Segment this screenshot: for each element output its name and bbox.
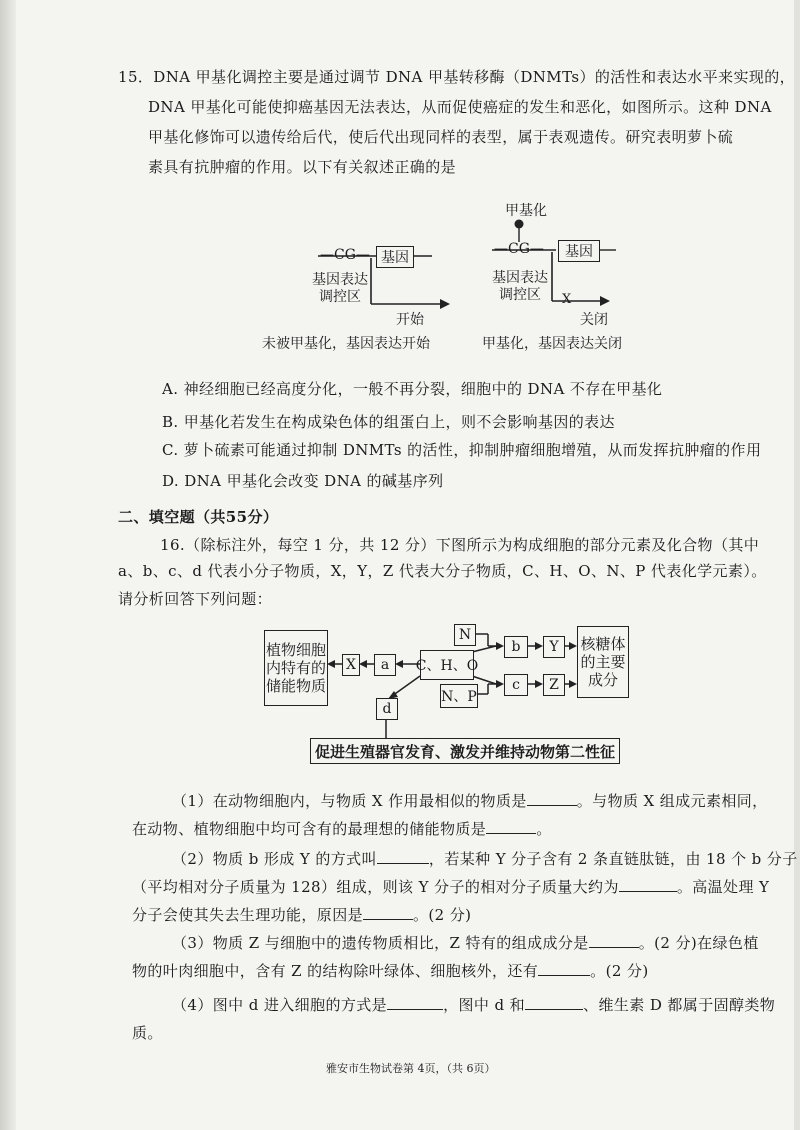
- section-2-title: 二、填空题（共55分）: [118, 508, 279, 526]
- q15-option-b: B. 甲基化若发生在构成染色体的组蛋白上，则不会影响基因的表达: [162, 413, 615, 431]
- n-box: N: [454, 624, 476, 646]
- q16-p2f: 。(2 分): [413, 906, 472, 924]
- left-regulatory-region-label: 基因表达调控区: [312, 272, 368, 305]
- answer-blank-6[interactable]: [589, 933, 639, 948]
- right-cg-label: —CG—: [494, 241, 544, 257]
- q16-intro-line2: a、b、c、d 代表小分子物质，X，Y，Z 代表大分子物质，C、H、O、N、P 代表化学元素）。: [118, 562, 767, 580]
- q16-part1-line2: [132, 818, 552, 839]
- q16-p1a: （1）在动物细胞内，与物质 X 作用最相似的物质是: [172, 792, 527, 810]
- q16-p4c: 、维生素 D 都属于固醇类物: [583, 996, 776, 1014]
- np-box: N、P: [440, 684, 478, 708]
- q16-p1b: 。与物质 X 组成元素相同，: [576, 792, 768, 810]
- q16-part3-line1: [172, 932, 759, 953]
- q16-part4-line2: 质。: [132, 1024, 163, 1042]
- q15-line3: 甲基化修饰可以遗传给后代，使后代出现同样的表型，属于表观遗传。研究表明萝卜硫: [148, 128, 734, 146]
- q16-part4-line1: [172, 994, 775, 1015]
- q16-p4b: ，图中 d 和: [443, 996, 526, 1014]
- cho-box: C、H、O: [420, 650, 474, 680]
- q15-option-c: C. 萝卜硫素可能通过抑制 DNMTs 的活性，抑制肿瘤细胞增殖，从而发挥抗肿瘤的作用: [162, 441, 762, 459]
- q16-part1-line1: [172, 790, 768, 811]
- q16-p3a: （3）物质 Z 与细胞中的遗传物质相比，Z 特有的组成成分是: [172, 934, 589, 952]
- q16-p2e: 分子会使其失去生理功能，原因是: [132, 906, 364, 924]
- z-box: Z: [543, 674, 565, 696]
- q16-p3d: 。(2 分): [590, 962, 649, 980]
- right-gene-box: 基因: [558, 240, 600, 262]
- right-blocked-x-mark: X: [562, 292, 572, 307]
- q15-option-a: A. 神经细胞已经高度分化，一般不再分裂，细胞中的 DNA 不存在甲基化: [162, 380, 663, 398]
- q16-p2b: ，若某种 Y 分子含有 2 条直链肽链，由 18 个 b 分子: [428, 850, 798, 868]
- right-caption: 甲基化，基因表达关闭: [482, 336, 622, 352]
- q16-part3-line2: [132, 960, 649, 981]
- x-box: X: [342, 654, 360, 676]
- answer-blank-2[interactable]: [486, 819, 536, 834]
- c-box: c: [504, 674, 528, 696]
- q16-p3b: 。(2 分)在绿色植: [638, 934, 759, 952]
- answer-blank-8[interactable]: [387, 995, 443, 1010]
- q16-p4a: （4）图中 d 进入细胞的方式是: [172, 996, 388, 1014]
- plant-storage-box: 植物细胞内特有的储能物质: [264, 630, 328, 706]
- right-regulatory-region-label: 基因表达调控区: [492, 270, 548, 303]
- q16-p3c: 物的叶肉细胞中，含有 Z 的结构除叶绿体、细胞核外，还有: [132, 962, 539, 980]
- left-gene-box: 基因: [376, 246, 414, 268]
- q16-part2-line2: [132, 876, 769, 897]
- ribosome-component-box: 核糖体的主要成分: [577, 626, 629, 698]
- q15-line2: DNA 甲基化可能使抑癌基因无法表达，从而促使癌症的发生和恶化，如图所示。这种 DNA: [148, 98, 772, 116]
- left-caption: 未被甲基化，基因表达开始: [262, 336, 430, 352]
- q16-p2d: 。高温处理 Y: [676, 878, 770, 896]
- q15-line1: 15．DNA 甲基化调控主要是通过调节 DNA 甲基转移酶（DNMTs）的活性和表达水平来实现的，: [118, 68, 796, 86]
- q16-intro-line1: 16.（除标注外，每空 1 分，共 12 分）下图所示为构成细胞的部分元素及化合物（其中: [160, 536, 760, 554]
- answer-blank-4[interactable]: [619, 877, 677, 892]
- q16-p2c: （平均相对分子质量为 128）组成，则该 Y 分子的相对分子质量大约为: [132, 878, 619, 896]
- answer-blank-5[interactable]: [363, 905, 413, 920]
- q16-part2-line1: [172, 848, 798, 869]
- page-footer: 雅安市生物试卷第 4页，（共 6页）: [326, 1062, 496, 1075]
- answer-blank-9[interactable]: [525, 995, 583, 1010]
- right-methylation-label: 甲基化: [505, 203, 547, 219]
- q16-p1c: 在动物、植物细胞中均可含有的最理想的储能物质是: [132, 820, 487, 838]
- a-box: a: [374, 654, 396, 676]
- q16-p1d: 。: [536, 820, 552, 838]
- q16-part2-line3: [132, 904, 471, 925]
- q15-option-d: D. DNA 甲基化会改变 DNA 的碱基序列: [162, 472, 444, 490]
- answer-blank-3[interactable]: [377, 849, 429, 864]
- answer-blank-1[interactable]: [527, 791, 577, 806]
- b-box: b: [504, 636, 528, 658]
- q15-line4: 素具有抗肿瘤的作用。以下有关叙述正确的是: [148, 158, 457, 176]
- left-cg-label: —CG—: [320, 247, 370, 263]
- d-box: d: [376, 698, 398, 720]
- left-start-label: 开始: [396, 312, 424, 328]
- y-box: Y: [543, 636, 565, 658]
- right-close-label: 关闭: [580, 312, 608, 328]
- q16-p2a: （2）物质 b 形成 Y 的方式叫: [172, 850, 377, 868]
- answer-blank-7[interactable]: [538, 961, 590, 976]
- sex-hormone-function-box: 促进生殖器官发育、激发并维持动物第二性征: [310, 738, 620, 764]
- q16-intro-line3: 请分析回答下列问题：: [118, 590, 273, 608]
